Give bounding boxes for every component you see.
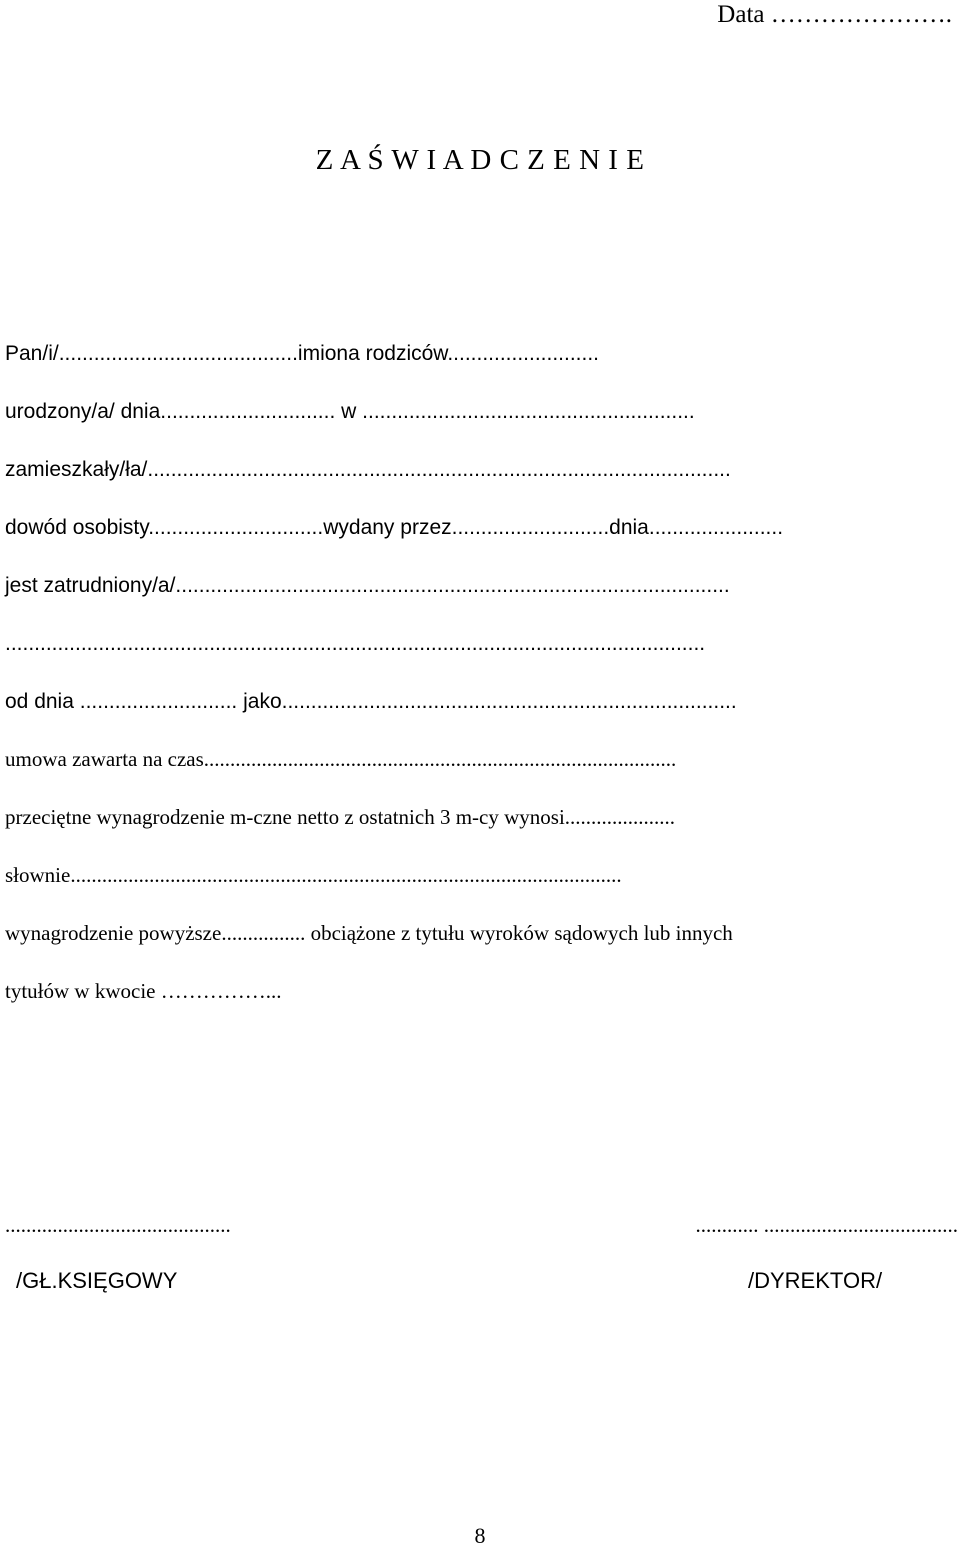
signature-line-chief-accountant: ........................................... [5, 1213, 231, 1237]
field-line-birth: urodzony/a/ dnia.............................. w ......................................................... [5, 400, 695, 423]
signature-label-director: /DYREKTOR/ [748, 1268, 883, 1293]
field-line-employed-continued: ........................................................................................................................ [5, 632, 706, 655]
form-body [0, 255, 960, 1055]
field-line-contract-term: umowa zawarta na czas.......................................................................................... [5, 747, 677, 771]
field-line-id-document: dowód osobisty..............................wydany przez...........................dnia....................... [5, 516, 784, 539]
date-line: Data …………………. [717, 1, 952, 28]
signature-line-director: ............ ..................................... [695, 1213, 958, 1237]
document-title: Z A Ś W I A D C Z E N I E [315, 144, 645, 176]
signature-label-chief-accountant: /GŁ.KSIĘGOWY [16, 1268, 178, 1293]
field-line-employed: jest zatrudniony/a/............................................................................................... [5, 574, 730, 597]
field-line-average-salary: przeciętne wynagrodzenie m-czne netto z ostatnich 3 m-cy wynosi..................... [5, 805, 676, 829]
field-line-encumbrance-amount: tytułów w kwocie ……………... [5, 979, 282, 1003]
field-line-name-parents: Pan/i/.........................................imiona rodziców.......................... [5, 342, 600, 365]
field-line-address: zamieszkały/ła/.................................................................................................... [5, 458, 731, 481]
field-line-amount-in-words: słownie......................................................................................................... [5, 863, 622, 887]
field-line-start-position: od dnia ........................... jako.............................................................................. [5, 690, 737, 713]
page-number: 8 [474, 1523, 486, 1548]
field-line-salary-encumbrance: wynagrodzenie powyższe................ obciążone z tytułu wyroków sądowych lub innych [5, 921, 733, 945]
